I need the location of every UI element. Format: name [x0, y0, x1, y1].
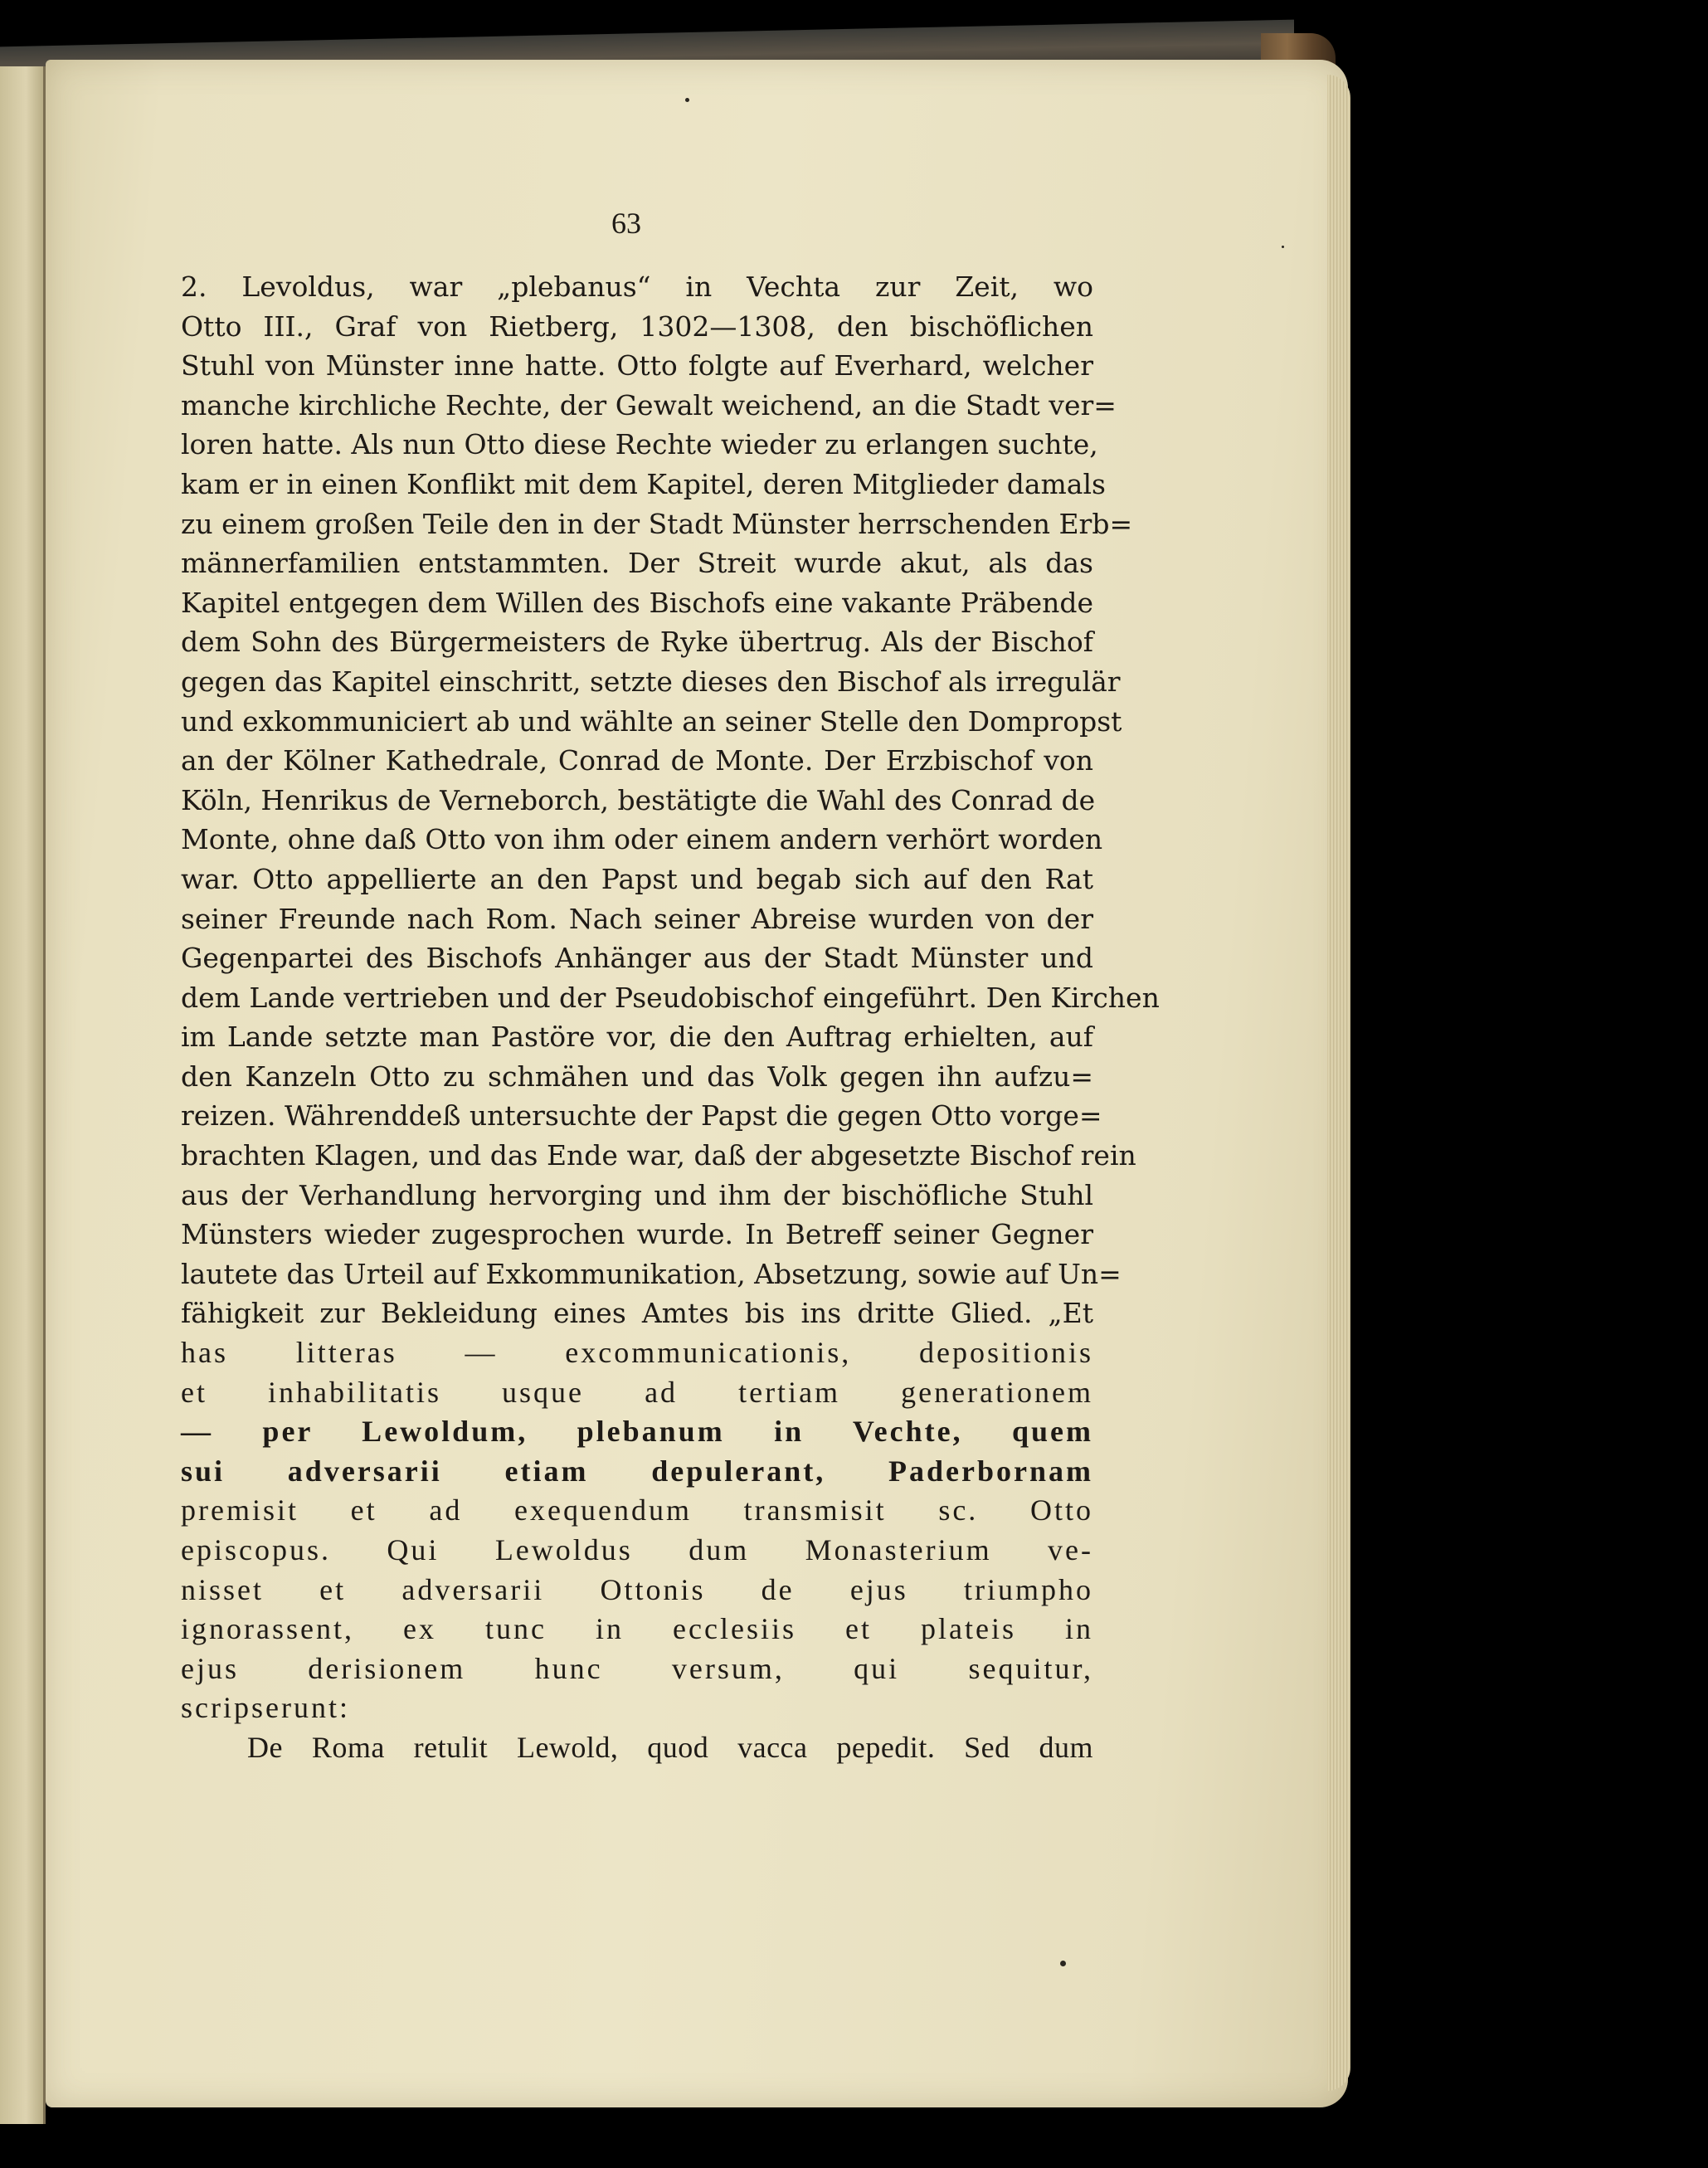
text-line: gegen das Kapitel einschritt, setzte dieses den Bischof als irregulär	[181, 665, 1121, 698]
page-text	[181, 267, 1160, 1768]
text-line: war. Otto appellierte an den Papst und begab sich auf den Rat	[181, 862, 1093, 895]
latin-line: scripserunt:	[181, 1691, 350, 1725]
text-line: 2. Levoldus, war „plebanus“ in Vechta zur Zeit, wo	[181, 270, 1093, 303]
text-line: Gegenpartei des Bischofs Anhänger aus der Stadt Münster und	[181, 942, 1093, 975]
text-line: dem Lande vertrieben und der Pseudobischof eingeführt. Den Kirchen	[181, 981, 1160, 1014]
left-page-edge	[0, 66, 46, 2124]
text-line: aus der Verhandlung hervorging und ihm der bischöfliche Stuhl	[181, 1178, 1093, 1211]
paper-speck	[1282, 246, 1284, 248]
text-line: dem Sohn des Bürgermeisters de Ryke übertrug. Als der Bischof	[181, 626, 1093, 659]
latin-line: ejus derisionem hunc versum, qui sequitur,	[181, 1651, 1093, 1685]
text-line: männerfamilien entstammten. Der Streit wurde akut, als das	[181, 547, 1093, 580]
latin-line-emphasis: sui adversarii etiam depulerant, Paderbornam	[181, 1454, 1093, 1488]
page-block-edges	[1327, 75, 1350, 2091]
text-line: brachten Klagen, und das Ende war, daß der abgesetzte Bischof rein	[181, 1139, 1136, 1172]
latin-line-emphasis: — per Lewoldum, plebanum in Vechte, quem	[181, 1415, 1093, 1449]
text-line: seiner Freunde nach Rom. Nach seiner Abreise wurden von der	[181, 902, 1093, 935]
text-line: im Lande setzte man Pastöre vor, die den Auftrag erhielten, auf	[181, 1021, 1093, 1054]
text-line: Köln, Henrikus de Verneborch, bestätigte die Wahl des Conrad de	[181, 783, 1096, 816]
latin-line: ignorassent, ex tunc in ecclesiis et plateis in	[181, 1612, 1093, 1646]
text-line: und exkommuniciert ab und wählte an seiner Stelle den Dompropst	[181, 704, 1122, 738]
paper-speck	[685, 98, 689, 102]
text-line: lautete das Urteil auf Exkommunikation, Absetzung, sowie auf Un=	[181, 1257, 1122, 1290]
latin-line: premisit et ad exequendum transmisit sc. Otto	[181, 1493, 1093, 1527]
latin-line: nisset et adversarii Ottonis de ejus triumpho	[181, 1572, 1093, 1606]
text-line: zu einem großen Teile den in der Stadt Münster herrschenden Erb=	[181, 507, 1133, 540]
text-line: fähigkeit zur Bekleidung eines Amtes bis ins dritte Glied. „Et	[181, 1297, 1093, 1330]
text-line: reizen. Währenddeß untersuchte der Papst die gegen Otto vorge=	[181, 1099, 1102, 1133]
text-line: manche kirchliche Rechte, der Gewalt weichend, an die Stadt ver=	[181, 388, 1117, 421]
verse-line: De Roma retulit Lewold, quod vacca pepedit. Sed dum	[247, 1730, 1093, 1764]
latin-line: et inhabilitatis usque ad tertiam generationem	[181, 1375, 1093, 1409]
text-line: an der Kölner Kathedrale, Conrad de Monte. Der Erzbischof von	[181, 744, 1093, 777]
page-number: 63	[611, 207, 641, 240]
text-line: den Kanzeln Otto zu schmähen und das Volk gegen ihn aufzu=	[181, 1060, 1093, 1093]
text-line: loren hatte. Als nun Otto diese Rechte wieder zu erlangen suchte,	[181, 428, 1098, 461]
text-line: Monte, ohne daß Otto von ihm oder einem andern verhört worden	[181, 823, 1103, 856]
text-line: Stuhl von Münster inne hatte. Otto folgte auf Everhard, welcher	[181, 349, 1093, 382]
text-line: Kapitel entgegen dem Willen des Bischofs eine vakante Präbende	[181, 586, 1093, 619]
text-line: kam er in einen Konflikt mit dem Kapitel, deren Mitglieder damals	[181, 467, 1106, 500]
latin-line: has litteras — excommunicationis, depositionis	[181, 1336, 1093, 1370]
text-line: Münsters wieder zugesprochen wurde. In Betreff seiner Gegner	[181, 1218, 1093, 1251]
latin-line: episcopus. Qui Lewoldus dum Monasterium ve-	[181, 1533, 1093, 1566]
paper-speck	[1060, 1961, 1066, 1966]
text-line: Otto III., Graf von Rietberg, 1302—1308, den bischöflichen	[181, 309, 1093, 343]
